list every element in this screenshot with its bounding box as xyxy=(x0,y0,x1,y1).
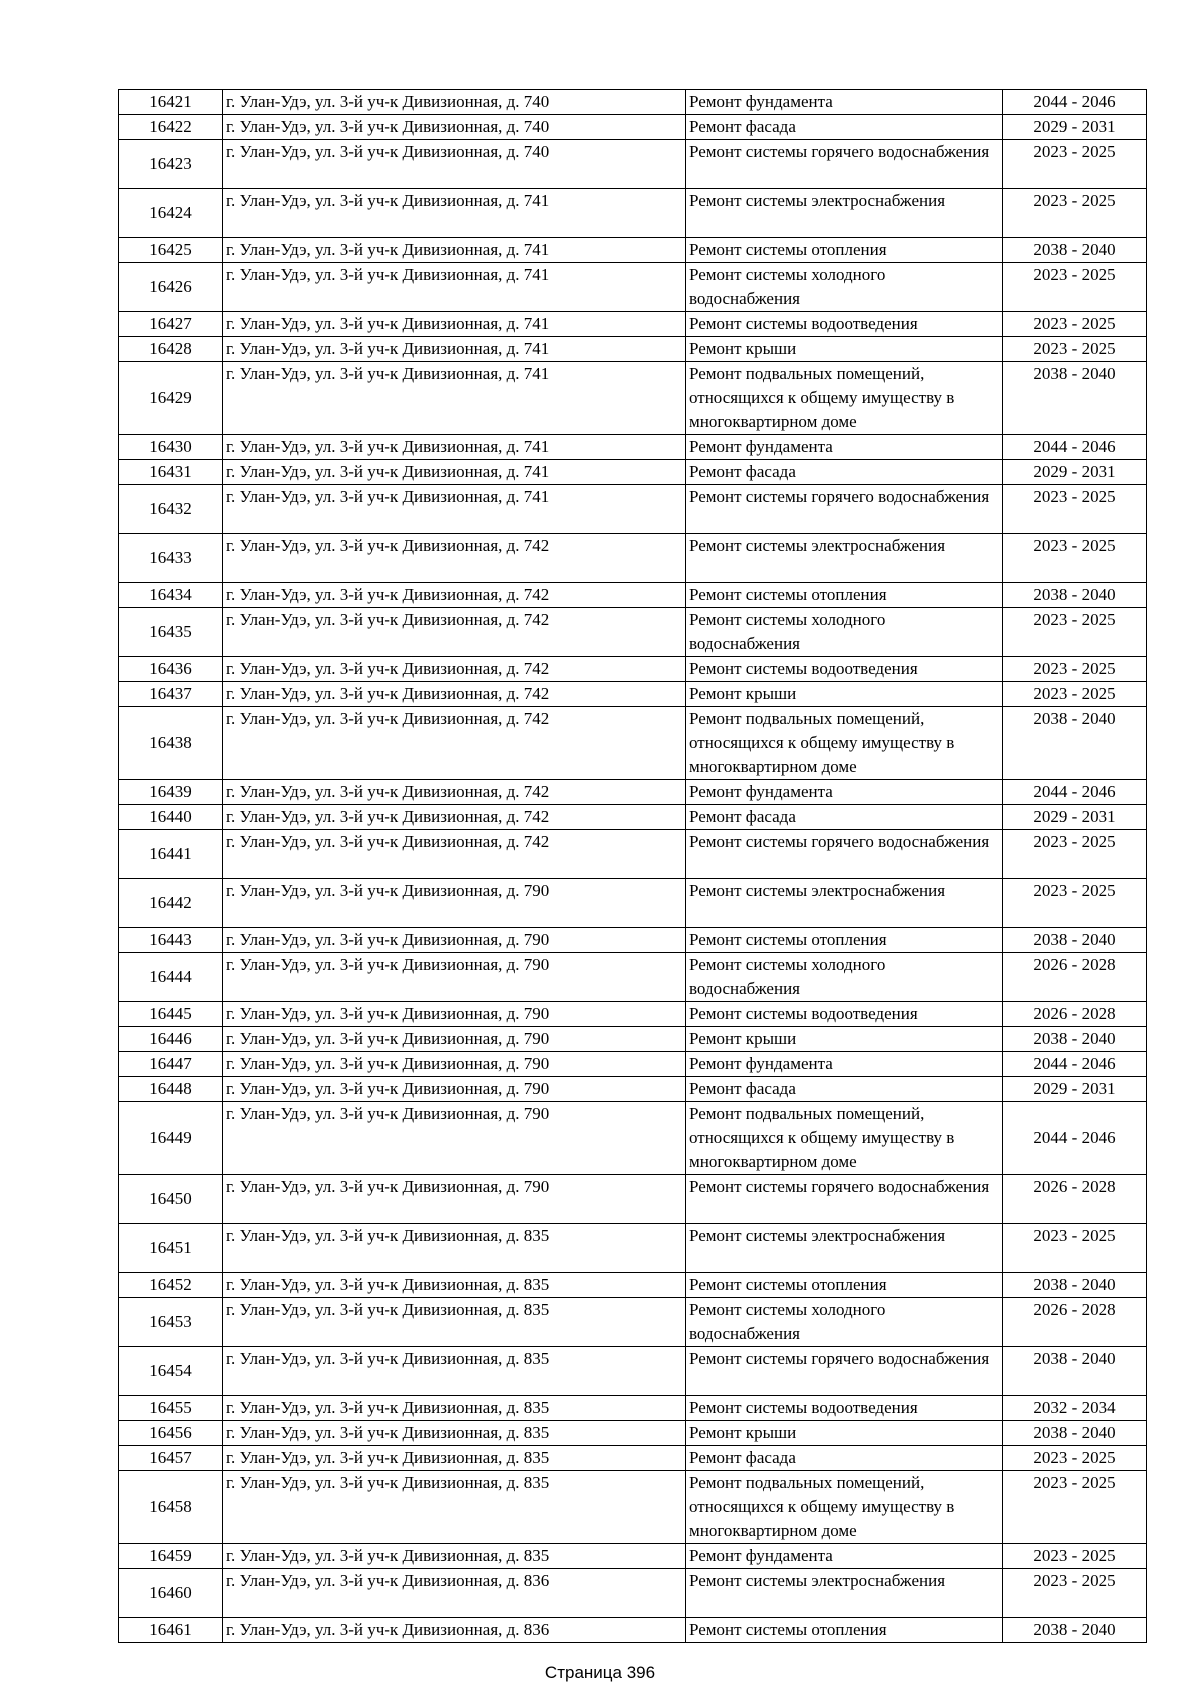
row-number-cell: 16445 xyxy=(119,1002,223,1027)
table-row xyxy=(119,830,1147,879)
address-cell: г. Улан-Удэ, ул. 3-й уч-к Дивизионная, д. 790 xyxy=(223,1077,686,1102)
address-cell: г. Улан-Удэ, ул. 3-й уч-к Дивизионная, д. 835 xyxy=(223,1396,686,1421)
period-cell: 2023 - 2025 xyxy=(1003,1544,1147,1569)
address-cell: г. Улан-Удэ, ул. 3-й уч-к Дивизионная, д. 742 xyxy=(223,707,686,780)
address-cell: г. Улан-Удэ, ул. 3-й уч-к Дивизионная, д. 741 xyxy=(223,485,686,534)
row-number-cell: 16459 xyxy=(119,1544,223,1569)
table-row xyxy=(119,1569,1147,1618)
row-number-cell: 16436 xyxy=(119,657,223,682)
table-row xyxy=(119,1446,1147,1471)
work-type-cell: Ремонт подвальных помещений, относящихся к общему имуществу в многоквартирном доме xyxy=(686,1102,1003,1175)
address-cell: г. Улан-Удэ, ул. 3-й уч-к Дивизионная, д. 742 xyxy=(223,583,686,608)
row-number-cell: 16451 xyxy=(119,1224,223,1273)
table-row xyxy=(119,263,1147,312)
table-row xyxy=(119,115,1147,140)
table-row xyxy=(119,1396,1147,1421)
table-row xyxy=(119,90,1147,115)
row-number-cell: 16446 xyxy=(119,1027,223,1052)
table-row xyxy=(119,362,1147,435)
address-cell: г. Улан-Удэ, ул. 3-й уч-к Дивизионная, д. 836 xyxy=(223,1618,686,1643)
address-cell: г. Улан-Удэ, ул. 3-й уч-к Дивизионная, д. 790 xyxy=(223,1052,686,1077)
work-type-cell: Ремонт фасада xyxy=(686,1077,1003,1102)
address-cell: г. Улан-Удэ, ул. 3-й уч-к Дивизионная, д. 790 xyxy=(223,1102,686,1175)
row-number-cell: 16432 xyxy=(119,485,223,534)
address-cell: г. Улан-Удэ, ул. 3-й уч-к Дивизионная, д. 742 xyxy=(223,608,686,657)
repair-schedule-table xyxy=(118,89,1147,1643)
address-cell: г. Улан-Удэ, ул. 3-й уч-к Дивизионная, д. 741 xyxy=(223,460,686,485)
row-number-cell: 16450 xyxy=(119,1175,223,1224)
work-type-cell: Ремонт фасада xyxy=(686,460,1003,485)
work-type-cell: Ремонт фундамента xyxy=(686,780,1003,805)
work-type-cell: Ремонт крыши xyxy=(686,337,1003,362)
address-cell: г. Улан-Удэ, ул. 3-й уч-к Дивизионная, д. 835 xyxy=(223,1544,686,1569)
row-number-cell: 16449 xyxy=(119,1102,223,1175)
row-number-cell: 16455 xyxy=(119,1396,223,1421)
row-number-cell: 16437 xyxy=(119,682,223,707)
period-cell: 2023 - 2025 xyxy=(1003,312,1147,337)
period-cell: 2044 - 2046 xyxy=(1003,435,1147,460)
page-number: Страница 396 xyxy=(544,1663,656,1682)
period-cell: 2023 - 2025 xyxy=(1003,263,1147,312)
row-number-cell: 16428 xyxy=(119,337,223,362)
table-row xyxy=(119,1052,1147,1077)
work-type-cell: Ремонт фундамента xyxy=(686,435,1003,460)
table-row xyxy=(119,682,1147,707)
table-row xyxy=(119,1273,1147,1298)
row-number-cell: 16439 xyxy=(119,780,223,805)
address-cell: г. Улан-Удэ, ул. 3-й уч-к Дивизионная, д. 741 xyxy=(223,263,686,312)
period-cell: 2026 - 2028 xyxy=(1003,953,1147,1002)
address-cell: г. Улан-Удэ, ул. 3-й уч-к Дивизионная, д. 742 xyxy=(223,682,686,707)
work-type-cell: Ремонт фасада xyxy=(686,805,1003,830)
work-type-cell: Ремонт крыши xyxy=(686,1421,1003,1446)
address-cell: г. Улан-Удэ, ул. 3-й уч-к Дивизионная, д. 835 xyxy=(223,1471,686,1544)
table-row xyxy=(119,1102,1147,1175)
row-number-cell: 16440 xyxy=(119,805,223,830)
row-number-cell: 16430 xyxy=(119,435,223,460)
work-type-cell: Ремонт фундамента xyxy=(686,1544,1003,1569)
table-row xyxy=(119,805,1147,830)
row-number-cell: 16444 xyxy=(119,953,223,1002)
work-type-cell: Ремонт фасада xyxy=(686,1446,1003,1471)
address-cell: г. Улан-Удэ, ул. 3-й уч-к Дивизионная, д. 835 xyxy=(223,1421,686,1446)
period-cell: 2023 - 2025 xyxy=(1003,1224,1147,1273)
period-cell: 2038 - 2040 xyxy=(1003,238,1147,263)
table-row xyxy=(119,1618,1147,1643)
row-number-cell: 16433 xyxy=(119,534,223,583)
table-row xyxy=(119,928,1147,953)
row-number-cell: 16443 xyxy=(119,928,223,953)
address-cell: г. Улан-Удэ, ул. 3-й уч-к Дивизионная, д. 790 xyxy=(223,928,686,953)
address-cell: г. Улан-Удэ, ул. 3-й уч-к Дивизионная, д. 742 xyxy=(223,657,686,682)
work-type-cell: Ремонт подвальных помещений, относящихся к общему имуществу в многоквартирном доме xyxy=(686,1471,1003,1544)
work-type-cell: Ремонт подвальных помещений, относящихся к общему имуществу в многоквартирном доме xyxy=(686,362,1003,435)
address-cell: г. Улан-Удэ, ул. 3-й уч-к Дивизионная, д. 741 xyxy=(223,238,686,263)
address-cell: г. Улан-Удэ, ул. 3-й уч-к Дивизионная, д. 835 xyxy=(223,1273,686,1298)
work-type-cell: Ремонт системы отопления xyxy=(686,1273,1003,1298)
period-cell: 2044 - 2046 xyxy=(1003,1052,1147,1077)
address-cell: г. Улан-Удэ, ул. 3-й уч-к Дивизионная, д. 741 xyxy=(223,435,686,460)
table-row xyxy=(119,657,1147,682)
period-cell: 2023 - 2025 xyxy=(1003,879,1147,928)
address-cell: г. Улан-Удэ, ул. 3-й уч-к Дивизионная, д. 790 xyxy=(223,1027,686,1052)
table-row xyxy=(119,953,1147,1002)
work-type-cell: Ремонт системы отопления xyxy=(686,238,1003,263)
row-number-cell: 16441 xyxy=(119,830,223,879)
work-type-cell: Ремонт системы холодного водоснабжения xyxy=(686,263,1003,312)
work-type-cell: Ремонт системы электроснабжения xyxy=(686,879,1003,928)
table-row xyxy=(119,189,1147,238)
address-cell: г. Улан-Удэ, ул. 3-й уч-к Дивизионная, д. 836 xyxy=(223,1569,686,1618)
period-cell: 2038 - 2040 xyxy=(1003,1347,1147,1396)
period-cell: 2023 - 2025 xyxy=(1003,337,1147,362)
period-cell: 2044 - 2046 xyxy=(1003,90,1147,115)
row-number-cell: 16460 xyxy=(119,1569,223,1618)
period-cell: 2038 - 2040 xyxy=(1003,1027,1147,1052)
work-type-cell: Ремонт системы отопления xyxy=(686,583,1003,608)
row-number-cell: 16426 xyxy=(119,263,223,312)
table-row xyxy=(119,460,1147,485)
row-number-cell: 16453 xyxy=(119,1298,223,1347)
address-cell: г. Улан-Удэ, ул. 3-й уч-к Дивизионная, д. 741 xyxy=(223,337,686,362)
address-cell: г. Улан-Удэ, ул. 3-й уч-к Дивизионная, д. 742 xyxy=(223,830,686,879)
address-cell: г. Улан-Удэ, ул. 3-й уч-к Дивизионная, д. 742 xyxy=(223,805,686,830)
work-type-cell: Ремонт системы водоотведения xyxy=(686,1396,1003,1421)
period-cell: 2038 - 2040 xyxy=(1003,362,1147,435)
row-number-cell: 16421 xyxy=(119,90,223,115)
period-cell: 2044 - 2046 xyxy=(1003,1102,1147,1175)
work-type-cell: Ремонт системы электроснабжения xyxy=(686,1224,1003,1273)
table-row xyxy=(119,534,1147,583)
period-cell: 2038 - 2040 xyxy=(1003,1421,1147,1446)
address-cell: г. Улан-Удэ, ул. 3-й уч-к Дивизионная, д. 742 xyxy=(223,780,686,805)
address-cell: г. Улан-Удэ, ул. 3-й уч-к Дивизионная, д. 790 xyxy=(223,879,686,928)
work-type-cell: Ремонт системы холодного водоснабжения xyxy=(686,608,1003,657)
table-row xyxy=(119,485,1147,534)
row-number-cell: 16434 xyxy=(119,583,223,608)
period-cell: 2029 - 2031 xyxy=(1003,805,1147,830)
table-row xyxy=(119,1347,1147,1396)
table-row xyxy=(119,1298,1147,1347)
table-row xyxy=(119,1544,1147,1569)
work-type-cell: Ремонт крыши xyxy=(686,682,1003,707)
row-number-cell: 16447 xyxy=(119,1052,223,1077)
work-type-cell: Ремонт системы отопления xyxy=(686,1618,1003,1643)
period-cell: 2029 - 2031 xyxy=(1003,1077,1147,1102)
period-cell: 2026 - 2028 xyxy=(1003,1298,1147,1347)
period-cell: 2023 - 2025 xyxy=(1003,140,1147,189)
address-cell: г. Улан-Удэ, ул. 3-й уч-к Дивизионная, д. 741 xyxy=(223,312,686,337)
row-number-cell: 16424 xyxy=(119,189,223,238)
table-row xyxy=(119,1077,1147,1102)
table-row xyxy=(119,140,1147,189)
row-number-cell: 16458 xyxy=(119,1471,223,1544)
work-type-cell: Ремонт системы электроснабжения xyxy=(686,1569,1003,1618)
row-number-cell: 16461 xyxy=(119,1618,223,1643)
period-cell: 2023 - 2025 xyxy=(1003,657,1147,682)
address-cell: г. Улан-Удэ, ул. 3-й уч-к Дивизионная, д. 790 xyxy=(223,1002,686,1027)
period-cell: 2023 - 2025 xyxy=(1003,608,1147,657)
row-number-cell: 16425 xyxy=(119,238,223,263)
work-type-cell: Ремонт фундамента xyxy=(686,90,1003,115)
address-cell: г. Улан-Удэ, ул. 3-й уч-к Дивизионная, д. 740 xyxy=(223,90,686,115)
table-row xyxy=(119,312,1147,337)
period-cell: 2038 - 2040 xyxy=(1003,583,1147,608)
table-row xyxy=(119,337,1147,362)
work-type-cell: Ремонт системы горячего водоснабжения xyxy=(686,1347,1003,1396)
table-row xyxy=(119,608,1147,657)
work-type-cell: Ремонт крыши xyxy=(686,1027,1003,1052)
work-type-cell: Ремонт фасада xyxy=(686,115,1003,140)
table-row xyxy=(119,238,1147,263)
work-type-cell: Ремонт фундамента xyxy=(686,1052,1003,1077)
address-cell: г. Улан-Удэ, ул. 3-й уч-к Дивизионная, д. 835 xyxy=(223,1224,686,1273)
work-type-cell: Ремонт подвальных помещений, относящихся к общему имуществу в многоквартирном доме xyxy=(686,707,1003,780)
row-number-cell: 16452 xyxy=(119,1273,223,1298)
period-cell: 2026 - 2028 xyxy=(1003,1175,1147,1224)
table-row xyxy=(119,707,1147,780)
period-cell: 2038 - 2040 xyxy=(1003,707,1147,780)
work-type-cell: Ремонт системы холодного водоснабжения xyxy=(686,1298,1003,1347)
table-row xyxy=(119,879,1147,928)
period-cell: 2023 - 2025 xyxy=(1003,830,1147,879)
row-number-cell: 16438 xyxy=(119,707,223,780)
address-cell: г. Улан-Удэ, ул. 3-й уч-к Дивизионная, д. 835 xyxy=(223,1347,686,1396)
period-cell: 2023 - 2025 xyxy=(1003,534,1147,583)
row-number-cell: 16422 xyxy=(119,115,223,140)
period-cell: 2026 - 2028 xyxy=(1003,1002,1147,1027)
work-type-cell: Ремонт системы холодного водоснабжения xyxy=(686,953,1003,1002)
work-type-cell: Ремонт системы отопления xyxy=(686,928,1003,953)
period-cell: 2038 - 2040 xyxy=(1003,928,1147,953)
address-cell: г. Улан-Удэ, ул. 3-й уч-к Дивизионная, д. 790 xyxy=(223,953,686,1002)
period-cell: 2044 - 2046 xyxy=(1003,780,1147,805)
period-cell: 2023 - 2025 xyxy=(1003,1471,1147,1544)
table-row xyxy=(119,1224,1147,1273)
table-body xyxy=(119,90,1147,1643)
row-number-cell: 16448 xyxy=(119,1077,223,1102)
row-number-cell: 16431 xyxy=(119,460,223,485)
work-type-cell: Ремонт системы водоотведения xyxy=(686,1002,1003,1027)
work-type-cell: Ремонт системы горячего водоснабжения xyxy=(686,1175,1003,1224)
address-cell: г. Улан-Удэ, ул. 3-й уч-к Дивизионная, д. 741 xyxy=(223,362,686,435)
table-row xyxy=(119,1471,1147,1544)
period-cell: 2023 - 2025 xyxy=(1003,485,1147,534)
row-number-cell: 16427 xyxy=(119,312,223,337)
table-row xyxy=(119,583,1147,608)
table-row xyxy=(119,1175,1147,1224)
work-type-cell: Ремонт системы горячего водоснабжения xyxy=(686,140,1003,189)
period-cell: 2029 - 2031 xyxy=(1003,460,1147,485)
address-cell: г. Улан-Удэ, ул. 3-й уч-к Дивизионная, д. 741 xyxy=(223,189,686,238)
address-cell: г. Улан-Удэ, ул. 3-й уч-к Дивизионная, д. 835 xyxy=(223,1446,686,1471)
work-type-cell: Ремонт системы водоотведения xyxy=(686,312,1003,337)
period-cell: 2038 - 2040 xyxy=(1003,1273,1147,1298)
table-row xyxy=(119,1421,1147,1446)
work-type-cell: Ремонт системы электроснабжения xyxy=(686,534,1003,583)
table-row xyxy=(119,1002,1147,1027)
row-number-cell: 16429 xyxy=(119,362,223,435)
period-cell: 2038 - 2040 xyxy=(1003,1618,1147,1643)
address-cell: г. Улан-Удэ, ул. 3-й уч-к Дивизионная, д. 740 xyxy=(223,115,686,140)
work-type-cell: Ремонт системы электроснабжения xyxy=(686,189,1003,238)
address-cell: г. Улан-Удэ, ул. 3-й уч-к Дивизионная, д. 835 xyxy=(223,1298,686,1347)
address-cell: г. Улан-Удэ, ул. 3-й уч-к Дивизионная, д. 742 xyxy=(223,534,686,583)
table-row xyxy=(119,1027,1147,1052)
row-number-cell: 16454 xyxy=(119,1347,223,1396)
row-number-cell: 16423 xyxy=(119,140,223,189)
work-type-cell: Ремонт системы горячего водоснабжения xyxy=(686,830,1003,879)
work-type-cell: Ремонт системы водоотведения xyxy=(686,657,1003,682)
period-cell: 2023 - 2025 xyxy=(1003,189,1147,238)
row-number-cell: 16457 xyxy=(119,1446,223,1471)
period-cell: 2023 - 2025 xyxy=(1003,1446,1147,1471)
table-row xyxy=(119,435,1147,460)
period-cell: 2029 - 2031 xyxy=(1003,115,1147,140)
row-number-cell: 16442 xyxy=(119,879,223,928)
row-number-cell: 16435 xyxy=(119,608,223,657)
row-number-cell: 16456 xyxy=(119,1421,223,1446)
address-cell: г. Улан-Удэ, ул. 3-й уч-к Дивизионная, д. 740 xyxy=(223,140,686,189)
address-cell: г. Улан-Удэ, ул. 3-й уч-к Дивизионная, д. 790 xyxy=(223,1175,686,1224)
table-row xyxy=(119,780,1147,805)
period-cell: 2023 - 2025 xyxy=(1003,1569,1147,1618)
period-cell: 2023 - 2025 xyxy=(1003,682,1147,707)
work-type-cell: Ремонт системы горячего водоснабжения xyxy=(686,485,1003,534)
period-cell: 2032 - 2034 xyxy=(1003,1396,1147,1421)
